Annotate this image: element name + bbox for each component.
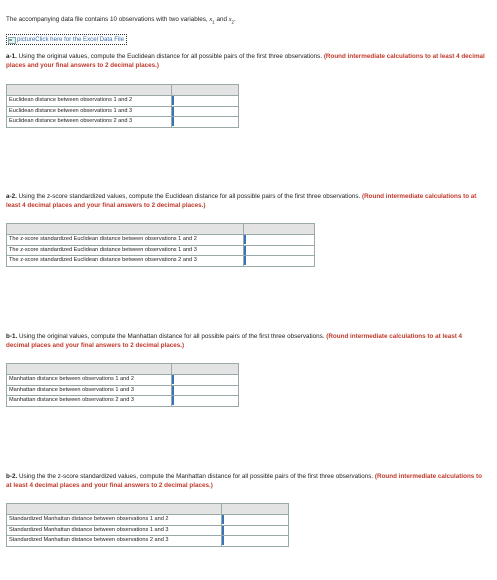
- table-row: [7, 536, 289, 547]
- var1-subscript: 1: [212, 19, 215, 25]
- question-text: Using the the z-score standardized values, compute the Manhattan distance for all possible pairs of the first three observations.: [18, 473, 374, 480]
- table-header-answer: [172, 364, 239, 375]
- question-hint: (Round intermediate calculations to at least 4 decimal places and your final answers to 2 decimal places.): [6, 193, 477, 209]
- question-number: b-2.: [6, 473, 18, 480]
- question-text: Using the original values, compute the Manhattan distance for all possible pairs of the first three observations.: [18, 333, 325, 340]
- question-a1: [6, 52, 486, 70]
- answer-input-a1-1-2[interactable]: [172, 96, 238, 105]
- row-label: Standardized Manhattan distance between observations 2 and 3: [7, 536, 222, 547]
- answer-table-b2: [6, 503, 289, 547]
- answer-input-b1-1-3[interactable]: [172, 386, 238, 395]
- question-number: a-2.: [6, 193, 17, 200]
- question-hint: (Round intermediate calculations to at least 4 decimal places and your final answers to 2 decimal places.): [6, 53, 485, 69]
- question-number: a-1.: [6, 53, 17, 60]
- table-header-label: [7, 224, 244, 235]
- question-hint: (Round intermediate calculations to at least 4 decimal places and your final answers to 2 decimal places.): [6, 333, 463, 349]
- answer-input-a1-1-3[interactable]: [172, 107, 238, 116]
- answer-input-a2-1-2[interactable]: [244, 235, 314, 244]
- answer-table-a1: [6, 84, 239, 128]
- row-label: Standardized Manhattan distance between observations 1 and 2: [7, 515, 222, 526]
- question-text: Using the z-score standardized values, compute the Euclidean distance for all possible pairs of the first three observations.: [18, 193, 361, 200]
- table-row: [7, 117, 239, 128]
- row-label: Euclidean distance between observations 1 and 3: [7, 106, 172, 117]
- row-label: The z-score standardized Euclidean distance between observations 1 and 2: [7, 235, 244, 246]
- answer-input-a2-1-3[interactable]: [244, 246, 314, 255]
- row-label: Euclidean distance between observations 1 and 2: [7, 96, 172, 107]
- table-header-label: [7, 85, 172, 96]
- table-row: [7, 235, 315, 246]
- intro-sentence: The accompanying data file contains 10 observations with two variables,: [6, 16, 208, 23]
- intro-text: [6, 16, 236, 24]
- table-row: [7, 515, 289, 526]
- table-header-answer: [222, 504, 289, 515]
- row-label: Manhattan distance between observations 2 and 3: [7, 396, 172, 407]
- table-row: [7, 525, 289, 536]
- row-label: The z-score standardized Euclidean distance between observations 2 and 3: [7, 256, 244, 267]
- answer-input-b2-1-3[interactable]: [222, 526, 288, 535]
- intro-and: and: [216, 16, 227, 23]
- table-row: [7, 396, 239, 407]
- question-b2: [6, 472, 486, 490]
- table-row: [7, 96, 239, 107]
- table-header-label: [7, 364, 172, 375]
- excel-data-link[interactable]: [6, 34, 127, 45]
- answer-table-b1: [6, 363, 239, 407]
- var1-symbol: x: [209, 16, 213, 23]
- var2-symbol: x: [228, 16, 232, 23]
- answer-input-a2-2-3[interactable]: [244, 256, 314, 265]
- table-header-label: [7, 504, 222, 515]
- table-header-answer: [172, 85, 239, 96]
- table-header-answer: [244, 224, 315, 235]
- table-row: [7, 256, 315, 267]
- row-label: Manhattan distance between observations 1 and 3: [7, 385, 172, 396]
- table-row: [7, 245, 315, 256]
- answer-table-a2: [6, 223, 315, 267]
- answer-input-b2-1-2[interactable]: [222, 515, 288, 524]
- table-row: [7, 385, 239, 396]
- var2-subscript: 2: [231, 19, 235, 25]
- picture-icon: [8, 36, 16, 43]
- excel-data-link-label: pictureClick here for the Excel Data File: [17, 36, 125, 43]
- question-b1: [6, 332, 486, 350]
- row-label: The z-score standardized Euclidean distance between observations 1 and 3: [7, 245, 244, 256]
- answer-input-b1-1-2[interactable]: [172, 375, 238, 384]
- row-label: Standardized Manhattan distance between observations 1 and 3: [7, 525, 222, 536]
- question-hint: (Round intermediate calculations to at least 4 decimal places and your final answers to 2 decimal places.): [6, 473, 482, 489]
- answer-input-b2-2-3[interactable]: [222, 536, 288, 545]
- question-text: Using the original values, compute the Euclidean distance for all possible pairs of the first three observations.: [18, 53, 323, 60]
- row-label: Manhattan distance between observations 1 and 2: [7, 375, 172, 386]
- table-row: [7, 106, 239, 117]
- answer-input-b1-2-3[interactable]: [172, 396, 238, 405]
- intro-end: .: [234, 16, 236, 23]
- row-label: Euclidean distance between observations 2 and 3: [7, 117, 172, 128]
- question-number: b-1.: [6, 333, 18, 340]
- answer-input-a1-2-3[interactable]: [172, 117, 238, 126]
- question-a2: [6, 192, 486, 210]
- table-row: [7, 375, 239, 386]
